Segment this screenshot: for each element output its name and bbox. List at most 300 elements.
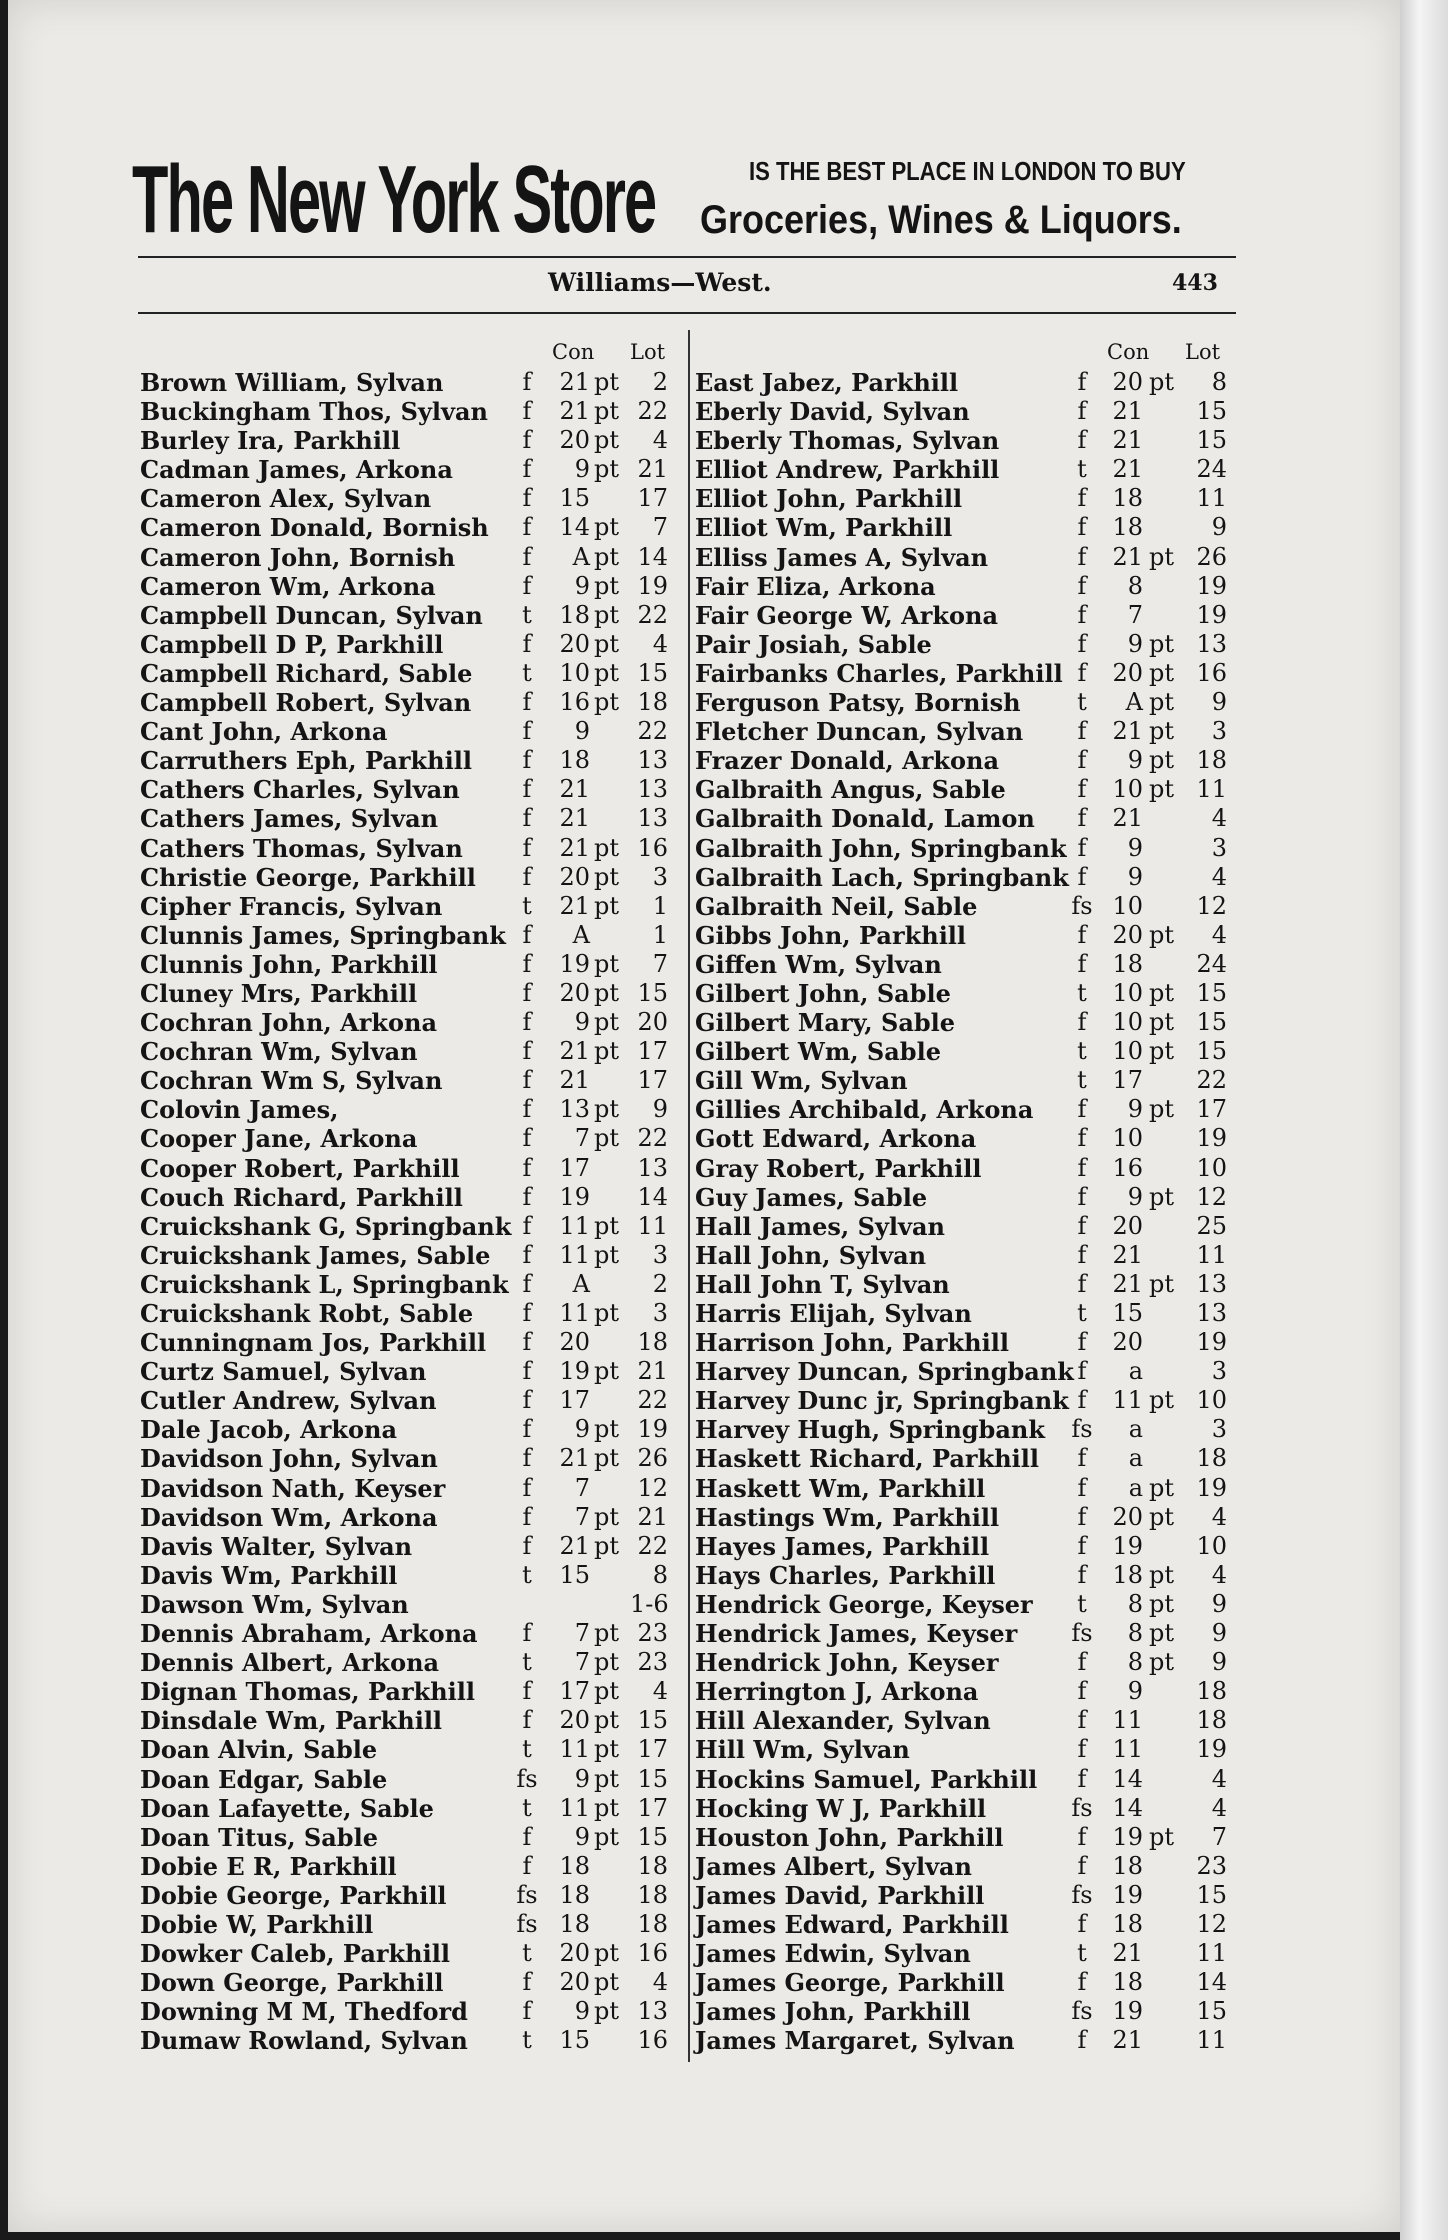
directory-entry [695, 775, 1235, 804]
entry-lot: 16 [637, 833, 668, 862]
entry-pt: pt [594, 513, 620, 542]
entry-status: f [1077, 600, 1087, 629]
directory-entry [695, 1765, 1235, 1794]
entry-con: 11 [559, 1211, 590, 1240]
entry-con: 7 [574, 1648, 590, 1677]
entry-status: f [1077, 2026, 1087, 2055]
entry-con: 21 [1112, 542, 1143, 571]
entry-pt: pt [1149, 1008, 1175, 1037]
entry-status: t [1077, 978, 1087, 1007]
entry-status: f [1077, 1648, 1087, 1677]
entry-lot: 4 [652, 1968, 668, 1997]
entry-name: Cutler Andrew, Sylvan [140, 1386, 437, 1416]
entry-lot: 20 [637, 1008, 668, 1037]
entry-name: Gilbert John, Sable [695, 978, 951, 1008]
entry-status: fs [516, 1909, 538, 1938]
entry-lot: 10 [1196, 1153, 1227, 1182]
entry-name: Couch Richard, Parkhill [140, 1182, 463, 1212]
directory-entry [140, 1154, 676, 1183]
entry-pt: pt [594, 368, 620, 396]
directory-entry [140, 543, 676, 572]
entry-status: t [522, 1939, 532, 1968]
entry-name: Hastings Wm, Parkhill [695, 1502, 1000, 1532]
entry-pt: pt [1149, 920, 1175, 949]
directory-entry [695, 1823, 1235, 1852]
entry-name: Carruthers Eph, Parkhill [140, 746, 472, 776]
entry-pt: pt [594, 1008, 620, 1037]
directory-entry [140, 1357, 676, 1386]
entry-pt: pt [594, 1444, 620, 1473]
directory-entry [695, 979, 1235, 1008]
entry-status: f [1077, 1968, 1087, 1997]
entry-lot: 9 [1211, 513, 1227, 542]
directory-entry [140, 1910, 676, 1939]
entry-status: f [1077, 542, 1087, 571]
entry-status: f [522, 804, 532, 833]
entry-pt: pt [594, 600, 620, 629]
entry-status: f [522, 1211, 532, 1240]
left-column-header [140, 340, 676, 368]
entry-lot: 23 [637, 1648, 668, 1677]
directory-entry [140, 892, 676, 921]
entry-status: t [522, 1735, 532, 1764]
entry-lot: 4 [1211, 1764, 1227, 1793]
entry-con: 11 [1112, 1735, 1143, 1764]
entry-status: f [1077, 1008, 1087, 1037]
lot-header: Lot [1185, 340, 1221, 364]
entry-name: Cant John, Arkona [140, 717, 388, 747]
entry-status: f [522, 1066, 532, 1095]
directory-entry [695, 1561, 1235, 1590]
entry-status: f [1077, 1095, 1087, 1124]
entry-con: 9 [574, 1822, 590, 1851]
entry-name: Cruickshank L, Springbank [140, 1269, 509, 1299]
entry-name: Dawson Wm, Sylvan [140, 1589, 409, 1619]
entry-lot: 17 [637, 1037, 668, 1066]
directory-entry [695, 630, 1235, 659]
entry-status: f [1077, 1822, 1087, 1851]
entry-con: 21 [1112, 804, 1143, 833]
directory-entry [695, 746, 1235, 775]
directory-entry [140, 1299, 676, 1328]
entry-name: Fairbanks Charles, Parkhill [695, 658, 1063, 688]
entry-name: Eberly Thomas, Sylvan [695, 426, 1000, 456]
entry-status: f [1077, 1328, 1087, 1357]
entry-con: 11 [559, 1735, 590, 1764]
entry-con: 7 [574, 1124, 590, 1153]
directory-entry [140, 1386, 676, 1415]
con-header: Con [552, 340, 595, 364]
entry-pt: pt [594, 1415, 620, 1444]
entry-name: Hockins Samuel, Parkhill [695, 1764, 1038, 1794]
entry-con: 21 [559, 397, 590, 426]
entry-con: 18 [1112, 513, 1143, 542]
entry-con: 9 [574, 455, 590, 484]
entry-lot: 19 [637, 1415, 668, 1444]
entry-status: f [522, 368, 532, 396]
entry-con: 8 [1127, 571, 1143, 600]
entry-name: Dignan Thomas, Parkhill [140, 1677, 476, 1707]
directory-entry [140, 1590, 676, 1619]
entry-status: t [522, 1560, 532, 1589]
entry-pt: pt [1149, 1037, 1175, 1066]
directory-entry [695, 1968, 1235, 1997]
entry-name: Doan Edgar, Sable [140, 1764, 388, 1794]
directory-entry [695, 950, 1235, 979]
entry-lot: 3 [652, 1299, 668, 1327]
entry-lot: 3 [652, 862, 668, 891]
entry-name: Cathers Charles, Sylvan [140, 775, 460, 805]
entry-con: 21 [1112, 397, 1143, 426]
entry-con: 17 [559, 1386, 590, 1415]
entry-pt: pt [594, 658, 620, 687]
entry-con: 21 [559, 891, 590, 920]
entry-status: f [522, 1037, 532, 1066]
entry-lot: 19 [1196, 1328, 1227, 1357]
entry-name: James Margaret, Sylvan [695, 2026, 1015, 2056]
header-rule-bottom [138, 312, 1236, 314]
entry-name: Down George, Parkhill [140, 1968, 444, 1998]
entry-pt: pt [1149, 1182, 1175, 1211]
entry-pt: pt [1149, 775, 1175, 804]
entry-lot: 13 [1196, 629, 1227, 658]
entry-pt: pt [1149, 368, 1175, 396]
directory-entry [140, 1444, 676, 1473]
entry-name: Cruickshank James, Sable [140, 1240, 491, 1270]
directory-entry [695, 1270, 1235, 1299]
entry-con: 7 [1127, 600, 1143, 629]
directory-entry [695, 1794, 1235, 1823]
ad-store-name: The New York Store [132, 146, 656, 253]
entry-con: 21 [1112, 455, 1143, 484]
entry-lot: 10 [1196, 1386, 1227, 1415]
entry-name: Dinsdale Wm, Parkhill [140, 1706, 443, 1736]
entry-lot: 3 [1211, 717, 1227, 746]
directory-entry [695, 1357, 1235, 1386]
directory-entry [140, 2026, 676, 2055]
entry-con: 10 [1112, 978, 1143, 1007]
entry-pt: pt [594, 1211, 620, 1240]
directory-entry [140, 368, 676, 397]
entry-name: Cadman James, Arkona [140, 455, 453, 485]
directory-entry [695, 1415, 1235, 1444]
entry-status: f [522, 455, 532, 484]
entry-lot: 15 [637, 1822, 668, 1851]
directory-entry [695, 397, 1235, 426]
entry-status: f [522, 1269, 532, 1298]
entry-status: f [522, 1386, 532, 1415]
entry-con: 8 [1127, 1619, 1143, 1648]
entry-status: f [1077, 484, 1087, 513]
entry-name: Hendrick George, Keyser [695, 1589, 1033, 1619]
entry-con: 21 [559, 775, 590, 804]
entry-con: 15 [1112, 1299, 1143, 1327]
column-divider [688, 330, 690, 2062]
directory-entry [140, 630, 676, 659]
directory-entry [695, 688, 1235, 717]
entry-con: 9 [1127, 1182, 1143, 1211]
directory-entry [695, 1154, 1235, 1183]
entry-con: 21 [559, 804, 590, 833]
entry-status: f [1077, 658, 1087, 687]
entry-lot: 19 [637, 571, 668, 600]
entry-pt: pt [594, 1997, 620, 2026]
entry-lot: 4 [652, 629, 668, 658]
entry-con: 19 [1112, 1531, 1143, 1560]
entry-name: Cochran Wm S, Sylvan [140, 1066, 443, 1096]
entry-name: Cruickshank G, Springbank [140, 1211, 512, 1241]
con-header: Con [1107, 340, 1150, 364]
entry-con: 9 [1127, 1095, 1143, 1124]
entry-status: f [1077, 1211, 1087, 1240]
entry-name: Houston John, Parkhill [695, 1822, 1004, 1852]
entry-name: Dennis Albert, Arkona [140, 1648, 440, 1678]
entry-name: Hocking W J, Parkhill [695, 1793, 987, 1823]
entry-con: a [1128, 1444, 1143, 1473]
entry-status: t [1077, 1037, 1087, 1066]
entry-status: f [1077, 1182, 1087, 1211]
entry-lot: 22 [637, 1531, 668, 1560]
entry-lot: 13 [1196, 1269, 1227, 1298]
entry-status: f [1077, 1735, 1087, 1764]
directory-entry [140, 1561, 676, 1590]
entry-lot: 3 [1211, 1357, 1227, 1386]
directory-entry [140, 1270, 676, 1299]
entry-lot: 15 [637, 1764, 668, 1793]
entry-status: f [1077, 426, 1087, 455]
entry-name: Elliss James A, Sylvan [695, 542, 989, 572]
entry-con: 19 [1112, 1997, 1143, 2026]
entry-lot: 11 [1196, 2026, 1227, 2055]
entry-name: Cameron Wm, Arkona [140, 571, 436, 601]
entry-con: 18 [1112, 1909, 1143, 1938]
entry-pt: pt [594, 1648, 620, 1677]
entry-pt: pt [594, 542, 620, 571]
entry-lot: 13 [637, 746, 668, 775]
directory-entry [695, 1299, 1235, 1328]
entry-name: Davidson Wm, Arkona [140, 1502, 438, 1532]
entry-name: Hall John, Sylvan [695, 1240, 927, 1270]
entry-lot: 12 [1196, 891, 1227, 920]
entry-name: Gott Edward, Arkona [695, 1124, 977, 1154]
entry-name: Giffen Wm, Sylvan [695, 949, 942, 979]
entry-status: f [522, 688, 532, 717]
entry-status: f [522, 920, 532, 949]
entry-pt: pt [594, 862, 620, 891]
entry-name: Harrison John, Parkhill [695, 1328, 1009, 1358]
entry-name: Dobie W, Parkhill [140, 1909, 374, 1939]
entry-pt: pt [594, 833, 620, 862]
entry-name: Cluney Mrs, Parkhill [140, 978, 418, 1008]
entry-pt: pt [1149, 688, 1175, 717]
entry-name: Campbell D P, Parkhill [140, 629, 444, 659]
entry-status: f [1077, 1357, 1087, 1386]
entry-lot: 15 [1196, 978, 1227, 1007]
entry-lot: 18 [637, 1328, 668, 1357]
entry-con: 9 [574, 1997, 590, 2026]
entry-status: t [1077, 1299, 1087, 1327]
directory-entry [140, 1794, 676, 1823]
directory-entry [140, 1997, 676, 2026]
entry-pt: pt [1149, 542, 1175, 571]
entry-status: f [522, 484, 532, 513]
entry-status: fs [1071, 1415, 1093, 1444]
entry-con: 21 [559, 368, 590, 396]
entry-name: James Edwin, Sylvan [695, 1939, 971, 1969]
entry-status: t [1077, 1589, 1087, 1618]
entry-name: Dale Jacob, Arkona [140, 1415, 398, 1445]
directory-entry [695, 1590, 1235, 1619]
directory-entry [140, 950, 676, 979]
entry-name: Clunnis James, Springbank [140, 920, 506, 950]
entry-pt: pt [594, 629, 620, 658]
entry-lot: 7 [652, 513, 668, 542]
entry-lot: 21 [637, 455, 668, 484]
entry-name: Cooper Jane, Arkona [140, 1124, 418, 1154]
entry-status: f [522, 397, 532, 426]
entry-con: 10 [1112, 1037, 1143, 1066]
entry-lot: 11 [1196, 1240, 1227, 1269]
entry-status: t [522, 658, 532, 687]
entry-pt: pt [594, 1124, 620, 1153]
entry-lot: 19 [1196, 600, 1227, 629]
entry-con: 20 [559, 862, 590, 891]
right-entries [695, 368, 1235, 2055]
entry-status: f [522, 1619, 532, 1648]
entry-status: f [1077, 513, 1087, 542]
entry-status: f [1077, 1473, 1087, 1502]
entry-con: a [1128, 1357, 1143, 1386]
entry-status: f [1077, 949, 1087, 978]
entry-pt: pt [594, 949, 620, 978]
entry-pt: pt [594, 397, 620, 426]
directory-entry [140, 1124, 676, 1153]
entry-status: f [522, 1968, 532, 1997]
directory-entry [140, 455, 676, 484]
directory-entry [140, 1532, 676, 1561]
directory-entry [140, 775, 676, 804]
entry-status: f [522, 542, 532, 571]
entry-name: Hayes James, Parkhill [695, 1531, 990, 1561]
entry-con: A [1125, 688, 1143, 717]
entry-pt: pt [594, 1822, 620, 1851]
directory-entry [140, 426, 676, 455]
entry-name: Harvey Hugh, Springbank [695, 1415, 1045, 1445]
entry-name: Cameron Donald, Bornish [140, 513, 489, 543]
directory-entry [695, 1677, 1235, 1706]
entry-name: Doan Lafayette, Sable [140, 1793, 434, 1823]
entry-lot: 15 [1196, 426, 1227, 455]
directory-entry [695, 1852, 1235, 1881]
entry-lot: 16 [637, 1939, 668, 1968]
entry-pt: pt [1149, 746, 1175, 775]
entry-status: f [1077, 1444, 1087, 1473]
entry-lot: 17 [637, 1735, 668, 1764]
entry-lot: 13 [637, 1153, 668, 1182]
entry-name: Dumaw Rowland, Sylvan [140, 2026, 468, 2056]
entry-con: 20 [559, 1706, 590, 1735]
entry-status: t [522, 1648, 532, 1677]
entry-lot: 15 [637, 1706, 668, 1735]
directory-entry [695, 1212, 1235, 1241]
entry-con: 11 [559, 1299, 590, 1327]
entry-name: Cipher Francis, Sylvan [140, 891, 443, 921]
entry-status: f [522, 1444, 532, 1473]
page-edge [1400, 0, 1448, 2240]
entry-con: 20 [1112, 920, 1143, 949]
directory-entry [695, 717, 1235, 746]
entry-pt: pt [594, 1095, 620, 1124]
entry-pt: pt [594, 688, 620, 717]
entry-con: 9 [1127, 746, 1143, 775]
directory-entry [140, 1619, 676, 1648]
entry-lot: 18 [1196, 746, 1227, 775]
entry-lot: 12 [1196, 1909, 1227, 1938]
directory-entry [140, 601, 676, 630]
directory-entry [140, 1066, 676, 1095]
directory-entry [695, 1503, 1235, 1532]
directory-entry [140, 979, 676, 1008]
entry-con: 18 [1112, 1560, 1143, 1589]
entry-lot: 8 [652, 1560, 668, 1589]
entry-pt: pt [1149, 1095, 1175, 1124]
directory-entry [695, 1735, 1235, 1764]
entry-name: Elliot John, Parkhill [695, 484, 963, 514]
entry-name: Eberly David, Sylvan [695, 397, 970, 427]
entry-con: 18 [559, 1880, 590, 1909]
entry-status: t [1077, 1066, 1087, 1095]
entry-pt: pt [594, 1939, 620, 1968]
entry-status: f [1077, 1677, 1087, 1706]
entry-name: Galbraith Donald, Lamon [695, 804, 1035, 834]
entry-con: 21 [559, 1531, 590, 1560]
entry-lot: 7 [1211, 1822, 1227, 1851]
entry-lot: 4 [1211, 1793, 1227, 1822]
directory-entry [695, 1474, 1235, 1503]
entry-pt: pt [594, 571, 620, 600]
entry-name: Hendrick John, Keyser [695, 1648, 999, 1678]
entry-lot: 16 [1196, 658, 1227, 687]
entry-lot: 1-6 [630, 1589, 669, 1618]
entry-pt: pt [594, 978, 620, 1007]
entry-lot: 11 [1196, 484, 1227, 513]
entry-status: f [522, 1706, 532, 1735]
entry-status: fs [1071, 1793, 1093, 1822]
entry-status: t [1077, 455, 1087, 484]
directory-entry [695, 1183, 1235, 1212]
entry-name: Haskett Richard, Parkhill [695, 1444, 1040, 1474]
directory-entry [695, 484, 1235, 513]
entry-lot: 4 [1211, 1502, 1227, 1531]
entry-status: f [522, 1415, 532, 1444]
directory-entry [695, 921, 1235, 950]
entry-name: Dowker Caleb, Parkhill [140, 1939, 450, 1969]
directory-entry [140, 1968, 676, 1997]
entry-status: f [1077, 1909, 1087, 1938]
entry-lot: 13 [637, 804, 668, 833]
directory-entry [140, 1328, 676, 1357]
entry-con: 21 [559, 1037, 590, 1066]
entry-status: f [522, 1182, 532, 1211]
entry-con: 20 [1112, 1211, 1143, 1240]
entry-lot: 24 [1196, 455, 1227, 484]
entry-lot: 26 [1196, 542, 1227, 571]
entry-lot: 4 [1211, 804, 1227, 833]
entry-name: Hays Charles, Parkhill [695, 1560, 996, 1590]
entry-lot: 18 [637, 1851, 668, 1880]
entry-con: 9 [1127, 1677, 1143, 1706]
entry-pt: pt [1149, 1473, 1175, 1502]
